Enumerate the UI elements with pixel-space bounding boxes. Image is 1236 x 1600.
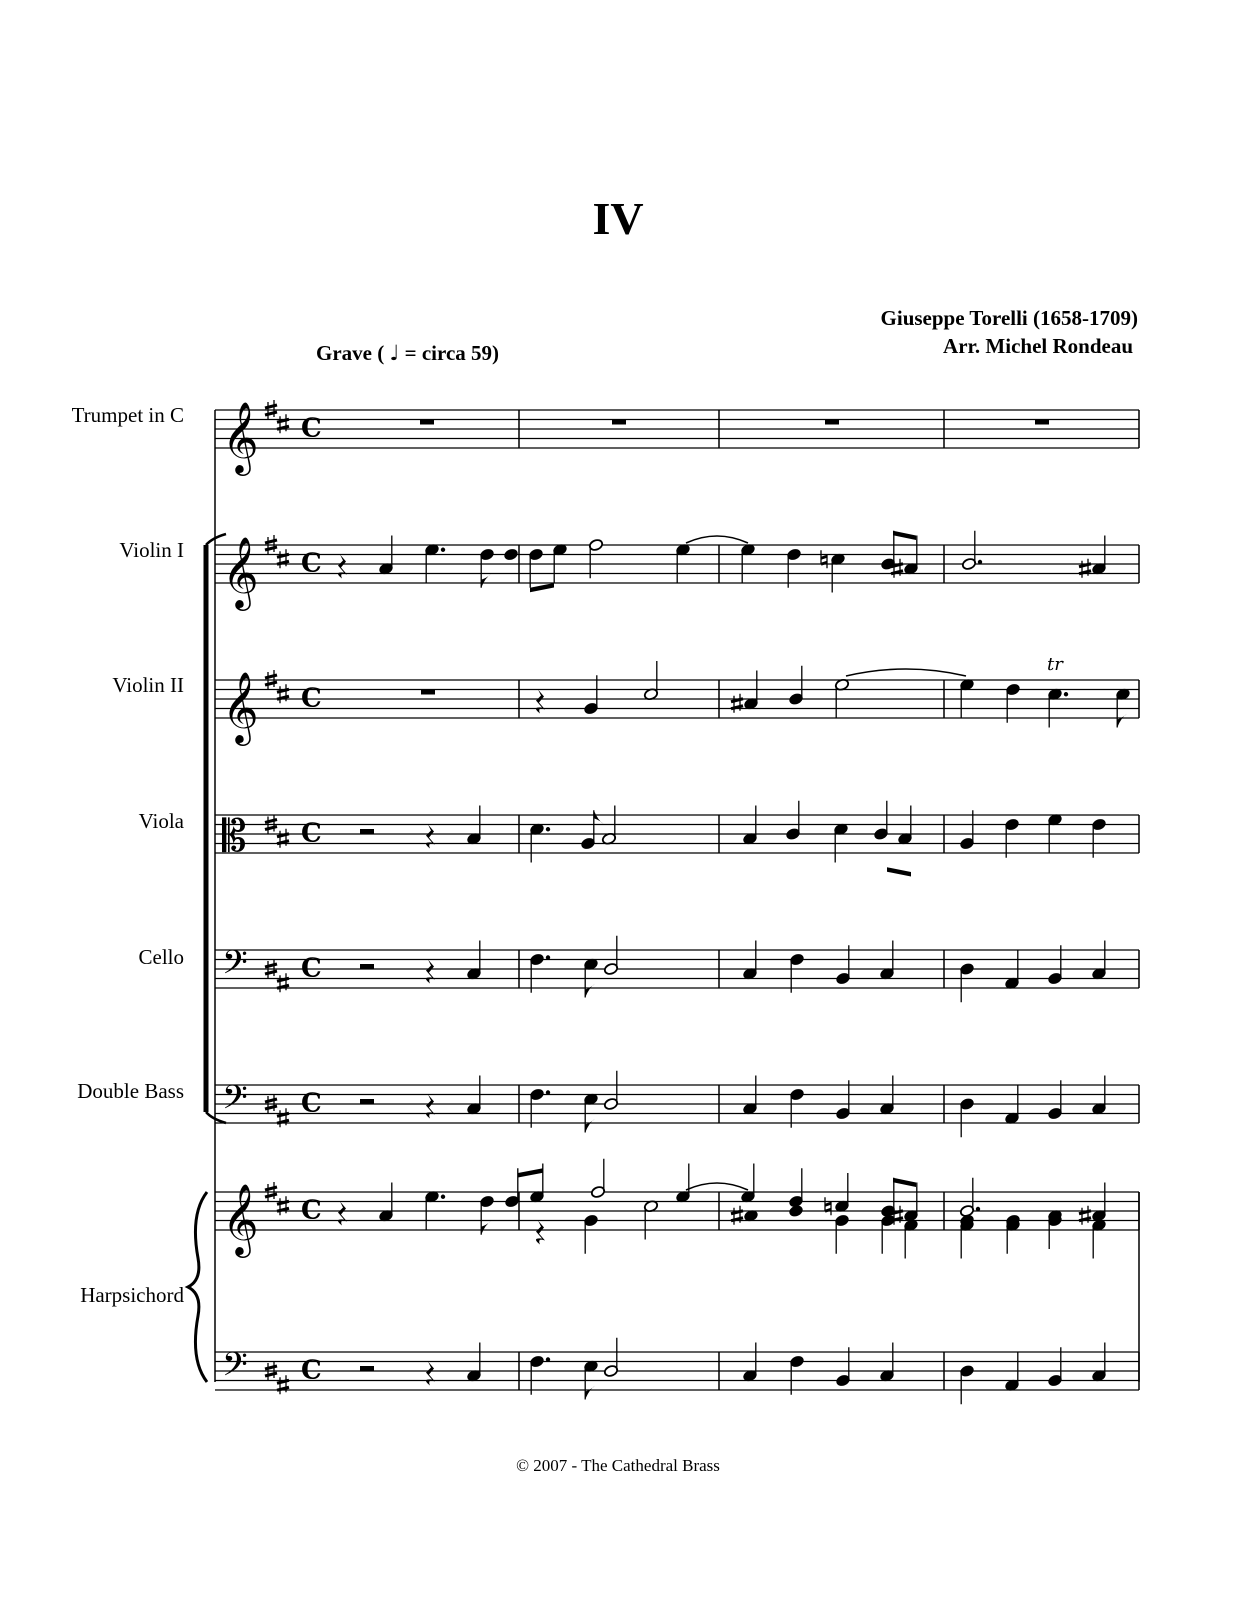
time-signature: C [301,683,322,714]
whole-rest [612,420,626,425]
augmentation-dot [976,1207,980,1211]
augmentation-dot [441,548,445,552]
quarter-note-icon: ♩ [389,341,400,365]
instrument-label-harpsichord: Harpsichord [80,1283,184,1307]
treble-clef-icon: 𝄞 [222,1182,259,1255]
beam [887,867,911,876]
augmentation-dot [546,1090,550,1094]
instrument-label-double-bass: Double Bass [77,1079,184,1103]
eighth-flag [481,1221,491,1235]
instrument-label-violin-2: Violin II [112,673,184,697]
instrument-label-violin-1: Violin I [119,538,184,562]
whole-rest [420,420,434,425]
staff-trumpet [215,400,1139,476]
beam [893,1178,916,1187]
instrument-label-cello: Cello [138,945,184,969]
key-signature-sharp-icon [277,684,289,703]
arranger-credit: Arr. Michel Rondeau [943,334,1133,358]
tempo-equals: = circa 59) [404,341,500,365]
staff-harpsichord-lower [215,1338,1139,1405]
staff-violin-1 [215,531,1139,611]
key-signature-sharp-icon [277,973,289,992]
beam [530,583,554,592]
time-signature: C [301,413,322,444]
bass-clef-icon: 𝄢 [222,944,248,990]
sharp-icon [1079,1206,1091,1225]
eighth-flag [585,1386,595,1400]
movement-title: IV [592,193,644,244]
key-signature-sharp-icon [277,549,289,568]
harpsichord-brace [188,1192,207,1382]
bass-clef-icon: 𝄢 [222,1079,248,1125]
whole-rest [421,690,435,695]
quarter-rest [338,555,347,579]
key-signature-sharp-icon [277,1196,289,1215]
beam [518,1168,543,1177]
quarter-rest [426,825,435,849]
quarter-rest [426,960,435,984]
augmentation-dot [546,827,550,831]
quarter-rest [536,1221,545,1245]
treble-clef-icon: 𝄞 [222,535,259,608]
whole-rest [1035,420,1049,425]
tie [686,536,748,543]
eighth-flag [585,984,595,998]
tie [686,1183,748,1190]
key-signature-sharp-icon [277,1375,289,1394]
eighth-flag [1117,714,1127,728]
time-signature: C [301,818,322,849]
sharp-icon [1079,559,1091,578]
quarter-rest [426,1362,435,1386]
note-head [503,548,518,561]
whole-rest [825,420,839,425]
instrument-label-viola: Viola [138,809,184,833]
key-signature-sharp-icon [277,1108,289,1127]
staff-viola [215,801,1139,877]
natural-icon [825,1197,831,1215]
composer-credit: Giuseppe Torelli (1658-1709) [880,306,1138,330]
natural-icon [821,550,827,568]
time-signature: C [301,1355,322,1386]
augmentation-dot [978,560,982,564]
eighth-flag [585,1119,595,1133]
note-head [788,1204,803,1217]
alto-clef-icon: 𝄡 [222,811,247,862]
time-signature: C [301,1088,322,1119]
time-signature: C [301,548,322,579]
augmentation-dot [441,1195,445,1199]
copyright-footer: © 2007 - The Cathedral Brass [516,1456,720,1475]
staff-harpsichord-upper [215,1159,1139,1259]
tie [846,669,966,676]
key-signature-sharp-icon [277,829,289,848]
staff-violin-2 [215,654,1139,746]
key-signature-sharp-icon [277,414,289,433]
time-signature: C [301,1195,322,1226]
half-rest [360,1366,374,1371]
treble-clef-icon: 𝄞 [222,400,259,473]
augmentation-dot [546,955,550,959]
bass-clef-icon: 𝄢 [222,1346,248,1392]
instrument-label-trumpet: Trumpet in C [71,403,184,427]
time-signature: C [301,953,322,984]
tempo-prefix: Grave ( [316,341,385,365]
beam [893,531,916,540]
sharp-icon [731,694,743,713]
half-rest [360,829,374,834]
augmentation-dot [546,1357,550,1361]
eighth-flag [594,810,604,824]
quarter-rest [536,690,545,714]
half-rest [360,1099,374,1104]
augmentation-dot [1064,692,1068,696]
staff-cello [215,936,1139,1003]
treble-clef-icon: 𝄞 [222,670,259,743]
eighth-flag [481,574,491,588]
staff-double-bass [215,1071,1139,1138]
trill-ornament: tr [1047,654,1063,675]
sharp-icon [731,1206,743,1225]
quarter-rest [338,1202,347,1226]
quarter-rest [426,1095,435,1119]
half-rest [360,964,374,969]
